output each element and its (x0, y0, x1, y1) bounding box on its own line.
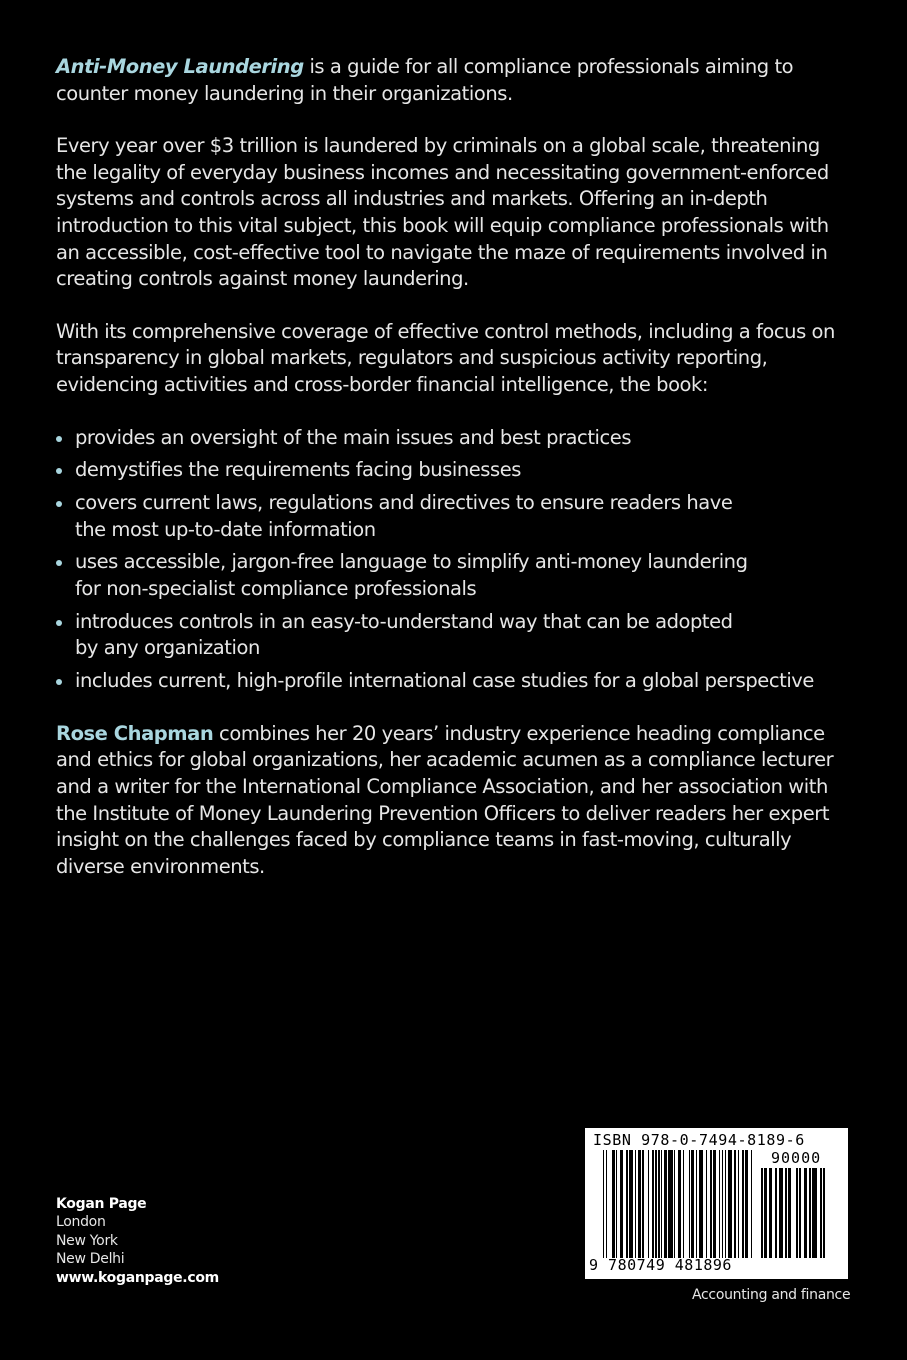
barcode-bar (606, 1150, 607, 1258)
bullet-icon (56, 468, 62, 474)
barcode-bar (775, 1168, 777, 1258)
barcode-bar (785, 1168, 787, 1258)
barcode-bar (764, 1168, 767, 1258)
barcode-bar (648, 1150, 649, 1258)
barcode-bar (678, 1150, 681, 1258)
author-bio: combines her 20 years’ industry experience heading compliance and ethics for global organizations, her academic acumen as a compliance lecturer and a writer for the International Compliance Association, and her association with the Institute of Money Laundering Prevention Officers to deliver readers her expert insight on the challenges faced by compliance teams in fast-moving, culturally diverse environments. (56, 721, 834, 878)
price-code: 90000 (771, 1149, 822, 1167)
barcode-bar (728, 1150, 732, 1258)
barcode-bar (706, 1150, 707, 1258)
barcode-bar (620, 1150, 623, 1258)
feature-item (56, 549, 755, 602)
barcode-bar (761, 1168, 763, 1258)
feature-list (56, 425, 856, 695)
intro-paragraph (56, 54, 856, 107)
barcode-bar (809, 1168, 811, 1258)
barcode-bar (638, 1150, 641, 1258)
feature-text: provides an oversight of the main issues and best practices (75, 425, 632, 449)
bullet-icon (56, 560, 62, 566)
barcode-bar (812, 1168, 817, 1258)
barcode-bar (734, 1150, 737, 1258)
barcode-bar (710, 1150, 711, 1258)
barcode-bar (661, 1150, 662, 1258)
barcode-bar (612, 1150, 615, 1258)
feature-item (56, 668, 856, 695)
ean-digits: 9 780749 481896 (589, 1256, 732, 1274)
publisher-city: New York (56, 1232, 118, 1249)
barcode-bar (769, 1168, 772, 1258)
barcode-bar (779, 1168, 784, 1258)
barcode-bar (696, 1150, 697, 1258)
barcode-bar (713, 1150, 716, 1258)
barcode-bar (722, 1150, 723, 1258)
feature-item (56, 490, 735, 543)
feature-text: introduces controls in an easy-to-understand way that can be adopted by any organization (75, 609, 733, 660)
publisher-website: www.koganpage.com (56, 1269, 219, 1286)
barcode-bar (719, 1150, 720, 1258)
barcode-bar (725, 1150, 726, 1258)
barcode-bar (668, 1150, 672, 1258)
publisher-city: New Delhi (56, 1251, 125, 1268)
bullet-icon (56, 501, 62, 507)
book-title: Anti-Money Laundering (56, 55, 304, 78)
context-paragraph: Every year over $3 trillion is laundered by criminals on a global scale, threatening the legality of everyday business incomes and necessitating government-enforced systems and controls across all industries and markets. Offering an in-depth introduction to this vital subject, this book will equip compliance professionals with an accessible, cost-effective tool to navigate the maze of requirements involved in creating controls against money laundering. (56, 134, 829, 291)
author-paragraph (56, 721, 846, 881)
barcode-bar (799, 1168, 801, 1258)
barcode-bar (674, 1150, 675, 1258)
barcode-bar (655, 1150, 656, 1258)
feature-text: uses accessible, jargon-free language to simplify anti-money laundering for non-specialist compliance professionals (75, 550, 748, 601)
barcode-bar (689, 1150, 690, 1258)
barcode-bar (804, 1168, 807, 1258)
intro-text: is a guide for all compliance professionals aiming to counter money laundering in their organizations. (56, 55, 794, 105)
feature-item (56, 425, 856, 452)
publisher-block (56, 1195, 219, 1287)
barcode-bar (699, 1150, 703, 1258)
barcode-bar (788, 1168, 791, 1258)
isbn-barcode (585, 1128, 848, 1279)
barcode-bar (616, 1150, 617, 1258)
publisher-name: Kogan Page (56, 1196, 147, 1212)
barcode-bar (691, 1150, 694, 1258)
barcode-bar (796, 1168, 798, 1258)
feature-text: demystifies the requirements facing businesses (75, 458, 521, 482)
author-name: Rose Chapman (56, 721, 214, 745)
barcode-bar (629, 1150, 633, 1258)
feature-text: covers current laws, regulations and directives to ensure readers have the most up-to-date information (75, 491, 733, 541)
coverage-paragraph: With its comprehensive coverage of effective control methods, including a focus on transparency in global markets, regulators and suspicious activity reporting, evidencing activities and cross-border financial intelligence, the book: (56, 319, 835, 396)
barcode-bar (664, 1150, 667, 1258)
barcode-bars-icon (603, 1150, 755, 1258)
bullet-icon (56, 436, 62, 442)
barcode-bar (742, 1150, 743, 1258)
barcode-bar (652, 1150, 653, 1258)
book-category: Accounting and finance (692, 1287, 851, 1303)
feature-item (56, 609, 735, 662)
back-cover-copy (56, 54, 856, 906)
barcode-bar (658, 1150, 659, 1258)
barcode-bar (626, 1150, 627, 1258)
barcode-bar (820, 1168, 822, 1258)
barcode-bar (823, 1168, 825, 1258)
barcode-bar (683, 1150, 684, 1258)
isbn-number: ISBN 978-0-7494-8189-6 (593, 1131, 805, 1149)
feature-text: includes current, high-profile international case studies for a global perspective (75, 669, 814, 693)
barcode-bar (738, 1150, 739, 1258)
barcode-bar (745, 1150, 748, 1258)
barcode-bar (642, 1150, 643, 1258)
barcode-addon-bars-icon (761, 1168, 839, 1258)
publisher-city: London (56, 1214, 106, 1231)
bullet-icon (56, 679, 62, 685)
bullet-icon (56, 620, 62, 626)
barcode-bar (635, 1150, 636, 1258)
feature-item (56, 457, 856, 484)
barcode-bar (603, 1150, 604, 1258)
barcode-bar (751, 1150, 752, 1258)
